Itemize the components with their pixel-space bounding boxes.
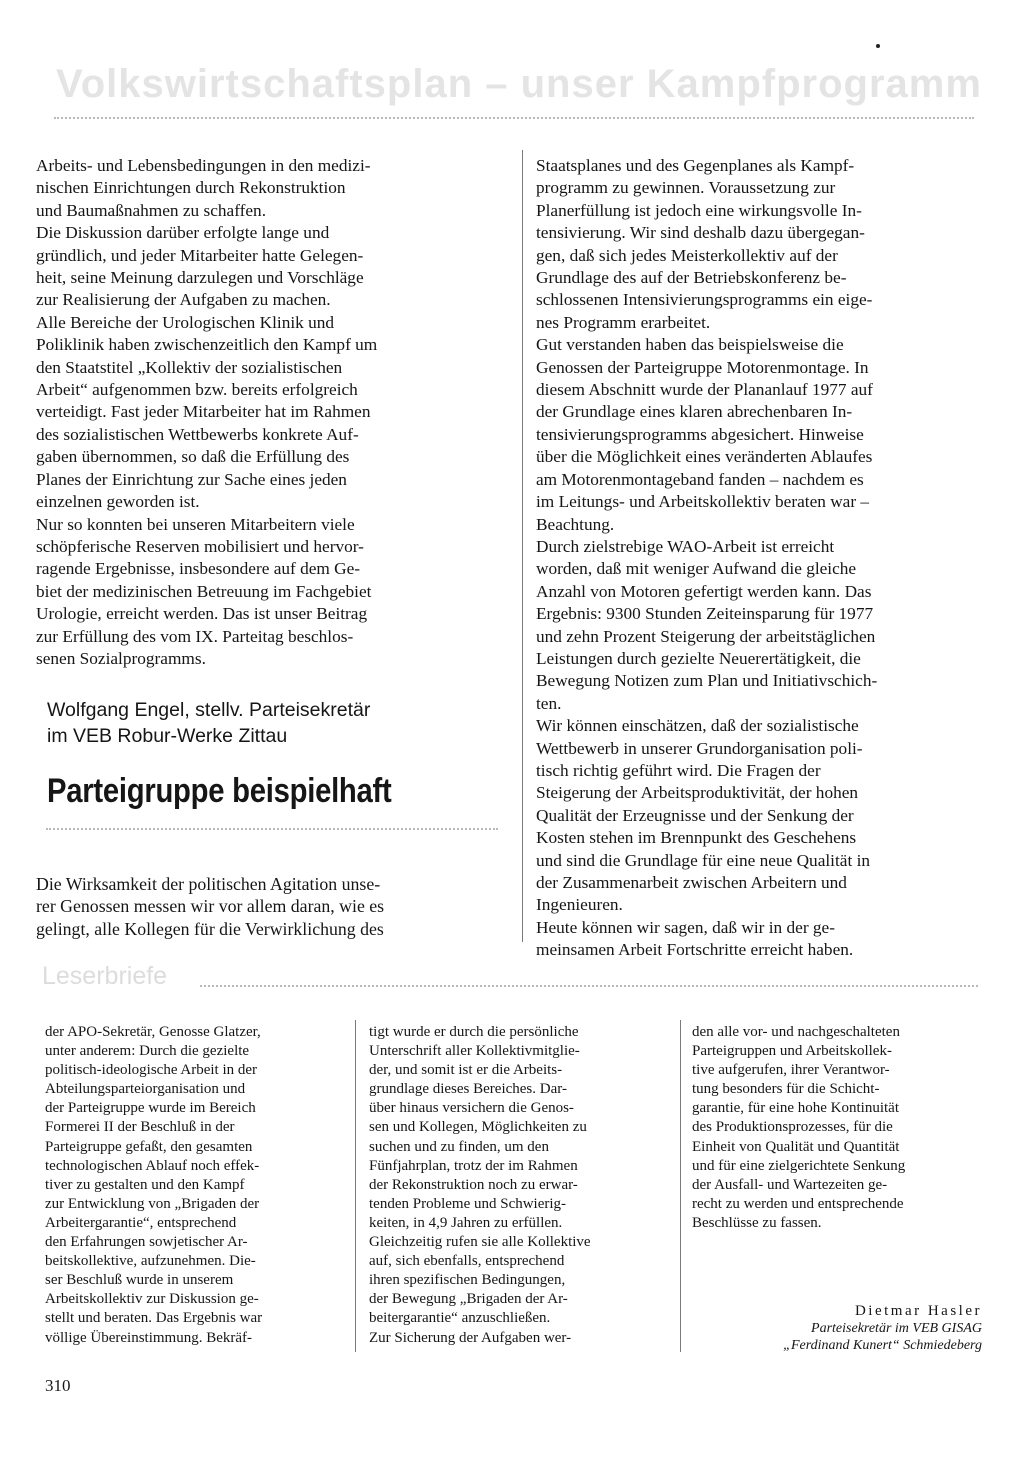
header-title: Volkswirtschaftsplan – unser Kampfprogramm — [56, 62, 982, 106]
letter-line: den alle vor- und nachgeschalteten — [692, 1024, 900, 1040]
headline-rule — [46, 828, 498, 830]
text-line: Arbeits- und Lebensbedingungen in den medizi- — [36, 156, 371, 175]
text-line: Leistungen durch gezielte Neuerertätigkeit, die — [536, 648, 861, 668]
text-line: gründlich, und jeder Mitarbeiter hatte Gelegen- — [36, 245, 364, 265]
letter-line: der Bewegung „Brigaden der Ar- — [369, 1291, 568, 1308]
letter-line: beitskollektive, aufzunehmen. Die- — [45, 1253, 256, 1270]
byline-line: Wolfgang Engel, stellv. Parteisekretär — [47, 699, 371, 721]
text-line: worden, daß mit weniger Aufwand die gleiche — [536, 559, 857, 579]
text-line: Die Diskussion darüber erfolgte lange und — [36, 223, 330, 243]
text-line: Ingenieuren. — [536, 895, 623, 915]
signature-line: Parteisekretär im VEB GISAG — [811, 1321, 982, 1336]
section-banner-rule — [200, 985, 978, 987]
letter-line: Arbeitergarantie“, entsprechend — [45, 1214, 237, 1231]
intro-paragraph — [36, 873, 508, 940]
text-line: Staatsplanes und des Gegenplanes als Kampf- — [536, 156, 855, 175]
text-line: programm zu gewinnen. Voraussetzung zur — [536, 178, 836, 198]
letter-line: keiten, in 4,9 Jahren zu erfüllen. — [369, 1214, 563, 1231]
text-line: zur Realisierung der Aufgaben zu machen. — [36, 290, 331, 310]
text-line: schöpferische Reserven mobilisiert und hervor- — [36, 536, 364, 556]
letter-line: grundlage dieses Bereiches. Dar- — [369, 1081, 567, 1098]
column-divider — [355, 1020, 356, 1352]
letter-line: zur Entwicklung von „Brigaden der — [45, 1195, 260, 1212]
letter-line: tigt wurde er durch die persönliche — [369, 1024, 579, 1040]
text-line: Genossen der Parteigruppe Motorenmontage. In — [536, 357, 869, 377]
text-line: nes Programm erarbeitet. — [536, 312, 711, 332]
text-line: Die Wirksamkeit der politischen Agitation unse- — [36, 874, 381, 894]
letter-line: tenden Probleme und Schwierig- — [369, 1195, 567, 1212]
text-line: Durch zielstrebige WAO-Arbeit ist erreicht — [536, 536, 835, 556]
letter-line: der, und somit ist er die Arbeits- — [369, 1062, 563, 1079]
upper-left-column — [36, 155, 508, 670]
letter-line: stellt und beraten. Das Ergebnis war — [45, 1310, 263, 1327]
text-line: meinsamen Arbeit Fortschritte erreicht haben. — [536, 940, 854, 960]
letter-line: tung besonders für die Schicht- — [692, 1081, 880, 1098]
text-line: tisch richtig geführt wird. Die Fragen der — [536, 760, 821, 780]
text-line: einzelnen geworden ist. — [36, 492, 200, 512]
section-banner: Leserbriefe — [42, 962, 168, 990]
letter-line: politisch-ideologische Arbeit in der — [45, 1062, 258, 1079]
text-line: Alle Bereiche der Urologischen Klinik und — [36, 312, 335, 332]
text-line: Planes der Einrichtung zur Sache eines jeden — [36, 469, 347, 489]
letter-line: recht zu werden und entsprechende — [692, 1195, 904, 1212]
letter-line: Formerei II der Beschluß in der — [45, 1119, 235, 1136]
letter-line: und für eine zielgerichtete Senkung — [692, 1157, 906, 1174]
signature-line: „Ferdinand Kunert“ Schmiedeberg — [783, 1338, 982, 1353]
letter-line: technologischen Ablauf noch effek- — [45, 1157, 260, 1174]
letter-line: beitergarantie“ anzuschließen. — [369, 1310, 551, 1327]
letter-line: der Rekonstruktion noch zu erwar- — [369, 1176, 578, 1193]
text-line: Heute können wir sagen, daß wir in der ge- — [536, 917, 835, 937]
text-line: und sind die Grundlage für eine neue Qualität in — [536, 850, 871, 870]
signature-name: Dietmar Hasler — [854, 1303, 982, 1319]
letter-line: ihren spezifischen Bedingungen, — [369, 1272, 566, 1289]
text-line: tensivierungsprogramms abgesichert. Hinweise — [536, 424, 864, 444]
author-byline — [47, 697, 370, 749]
text-line: Urologie, erreicht werden. Das ist unser Beitrag — [36, 604, 368, 624]
text-line: Gut verstanden haben das beispielsweise die — [536, 335, 844, 355]
text-line: Steigerung der Arbeitsproduktivität, der hohen — [536, 783, 859, 803]
letter-line: Unterschrift aller Kollektivmitglie- — [369, 1043, 580, 1060]
text-line: Nur so konnten bei unseren Mitarbeitern viele — [36, 514, 355, 534]
letter-line: Einheit von Qualität und Quantität — [692, 1138, 900, 1155]
column-divider — [522, 150, 523, 942]
text-line: und Baumaßnahmen zu schaffen. — [36, 200, 267, 220]
letter-line: den Erfahrungen sowjetischer Ar- — [45, 1234, 248, 1251]
text-line: gelingt, alle Kollegen für die Verwirklichung des — [36, 918, 384, 939]
letter-line: Arbeitskollektiv zur Diskussion ge- — [45, 1291, 259, 1308]
text-line: Kosten stehen im Brennpunkt des Geschehens — [536, 828, 857, 848]
letter-line: Gleichzeitig rufen sie alle Kollektive — [369, 1234, 591, 1251]
letter-line: ser Beschluß wurde in unserem — [45, 1272, 234, 1289]
letter-line: Parteigruppe gefaßt, den gesamten — [45, 1138, 253, 1155]
text-line: Wettbewerb in unserer Grundorganisation poli- — [536, 738, 863, 758]
text-line: Beachtung. — [536, 514, 615, 534]
letter-line: tive aufgerufen, ihrer Verantwor- — [692, 1062, 890, 1079]
signature-block — [700, 1303, 982, 1354]
column-divider — [680, 1020, 681, 1352]
text-line: Poliklinik haben zwischenzeitlich den Kampf um — [36, 335, 378, 355]
letter-line: sen und Kollegen, Möglichkeiten zu — [369, 1119, 587, 1136]
letter-line: Zur Sicherung der Aufgaben wer- — [369, 1329, 572, 1346]
byline-line: im VEB Robur-Werke Zittau — [47, 725, 288, 747]
header-rule — [54, 117, 974, 119]
letter-line: völlige Übereinstimmung. Bekräf- — [45, 1329, 253, 1346]
text-line: nischen Einrichtungen durch Rekonstruktion — [36, 178, 346, 198]
text-line: ragende Ergebnisse, insbesondere auf dem Ge- — [36, 559, 361, 579]
article-headline: Parteigruppe beispielhaft — [47, 772, 392, 810]
letter-line: garantie, für eine hohe Kontinuität — [692, 1100, 900, 1117]
text-line: Planerfüllung ist jedoch eine wirkungsvolle In- — [536, 200, 862, 220]
letter-line: Parteigruppen und Arbeitskollek- — [692, 1043, 892, 1060]
text-line: biet der medizinischen Betreuung im Fachgebiet — [36, 581, 372, 601]
text-line: zur Erfüllung des vom IX. Parteitag beschlos- — [36, 626, 354, 646]
letter-line: des Produktionsprozesses, für die — [692, 1119, 893, 1136]
text-line: schlossenen Intensivierungsprogramms ein eige- — [536, 290, 873, 310]
text-line: gaben übernommen, so daß die Erfüllung des — [36, 447, 350, 467]
letter-line: über hinaus versichern die Genos- — [369, 1100, 574, 1117]
text-line: rer Genossen messen wir vor allem daran, wie es — [36, 896, 385, 917]
text-line: Arbeit“ aufgenommen bzw. bereits erfolgreich — [36, 380, 358, 400]
text-line: tensivierung. Wir sind deshalb dazu übergegan- — [536, 223, 865, 243]
corner-dot — [876, 44, 880, 48]
text-line: Grundlage des auf der Betriebskonferenz be- — [536, 268, 847, 288]
letter-line: unter anderem: Durch die gezielte — [45, 1043, 250, 1060]
text-line: Bewegung Notizen zum Plan und Initiativschich- — [536, 671, 878, 691]
letter-line: der Parteigruppe wurde im Bereich — [45, 1100, 256, 1117]
text-line: heit, seine Meinung darzulegen und Vorschläge — [36, 268, 364, 288]
letter-line: suchen und zu finden, um den — [369, 1138, 549, 1155]
text-line: und zehn Prozent Steigerung der arbeitstäglichen — [536, 626, 876, 646]
text-line: den Staatstitel „Kollektiv der sozialistischen — [36, 357, 343, 377]
lower-column-3 — [692, 1023, 990, 1233]
letter-line: auf, sich ebenfalls, entsprechend — [369, 1253, 565, 1270]
text-line: diesem Abschnitt wurde der Plananlauf 1977 auf — [536, 380, 873, 400]
text-line: Ergebnis: 9300 Stunden Zeiteinsparung für 1977 — [536, 604, 874, 624]
letter-line: Abteilungsparteiorganisation und — [45, 1081, 246, 1098]
letter-line: Beschlüsse zu fassen. — [692, 1214, 822, 1231]
text-line: verteidigt. Fast jeder Mitarbeiter hat im Rahmen — [36, 402, 371, 422]
text-line: senen Sozialprogramms. — [36, 648, 206, 668]
upper-right-column — [536, 155, 988, 962]
letter-line: der Ausfall- und Wartezeiten ge- — [692, 1176, 888, 1193]
lower-column-2 — [369, 1023, 667, 1348]
letter-line: Fünfjahrplan, trotz der im Rahmen — [369, 1157, 578, 1174]
text-line: im Leitungs- und Arbeitskollektiv beraten war – — [536, 492, 870, 512]
text-line: am Motorenmontageband fanden – nachdem es — [536, 469, 864, 489]
text-line: des sozialistischen Wettbewerbs konkrete Auf- — [36, 424, 359, 444]
text-line: der Grundlage eines klaren abrechenbaren In- — [536, 402, 853, 422]
text-line: Anzahl von Motoren gefertigt werden kann. Das — [536, 581, 872, 601]
text-line: der Zusammenarbeit zwischen Arbeitern und — [536, 873, 847, 892]
lower-column-1 — [45, 1023, 343, 1348]
letter-line: tiver zu gestalten und den Kampf — [45, 1176, 245, 1193]
page-number: 310 — [45, 1376, 71, 1395]
text-line: Qualität der Erzeugnisse und der Senkung der — [536, 805, 854, 825]
text-line: Wir können einschätzen, daß der sozialistische — [536, 716, 859, 736]
text-line: über die Möglichkeit eines veränderten Ablaufes — [536, 447, 873, 467]
text-line: gen, daß sich jedes Meisterkollektiv auf der — [536, 245, 838, 265]
text-line: ten. — [536, 693, 562, 713]
letter-line: der APO-Sekretär, Genosse Glatzer, — [45, 1024, 261, 1040]
